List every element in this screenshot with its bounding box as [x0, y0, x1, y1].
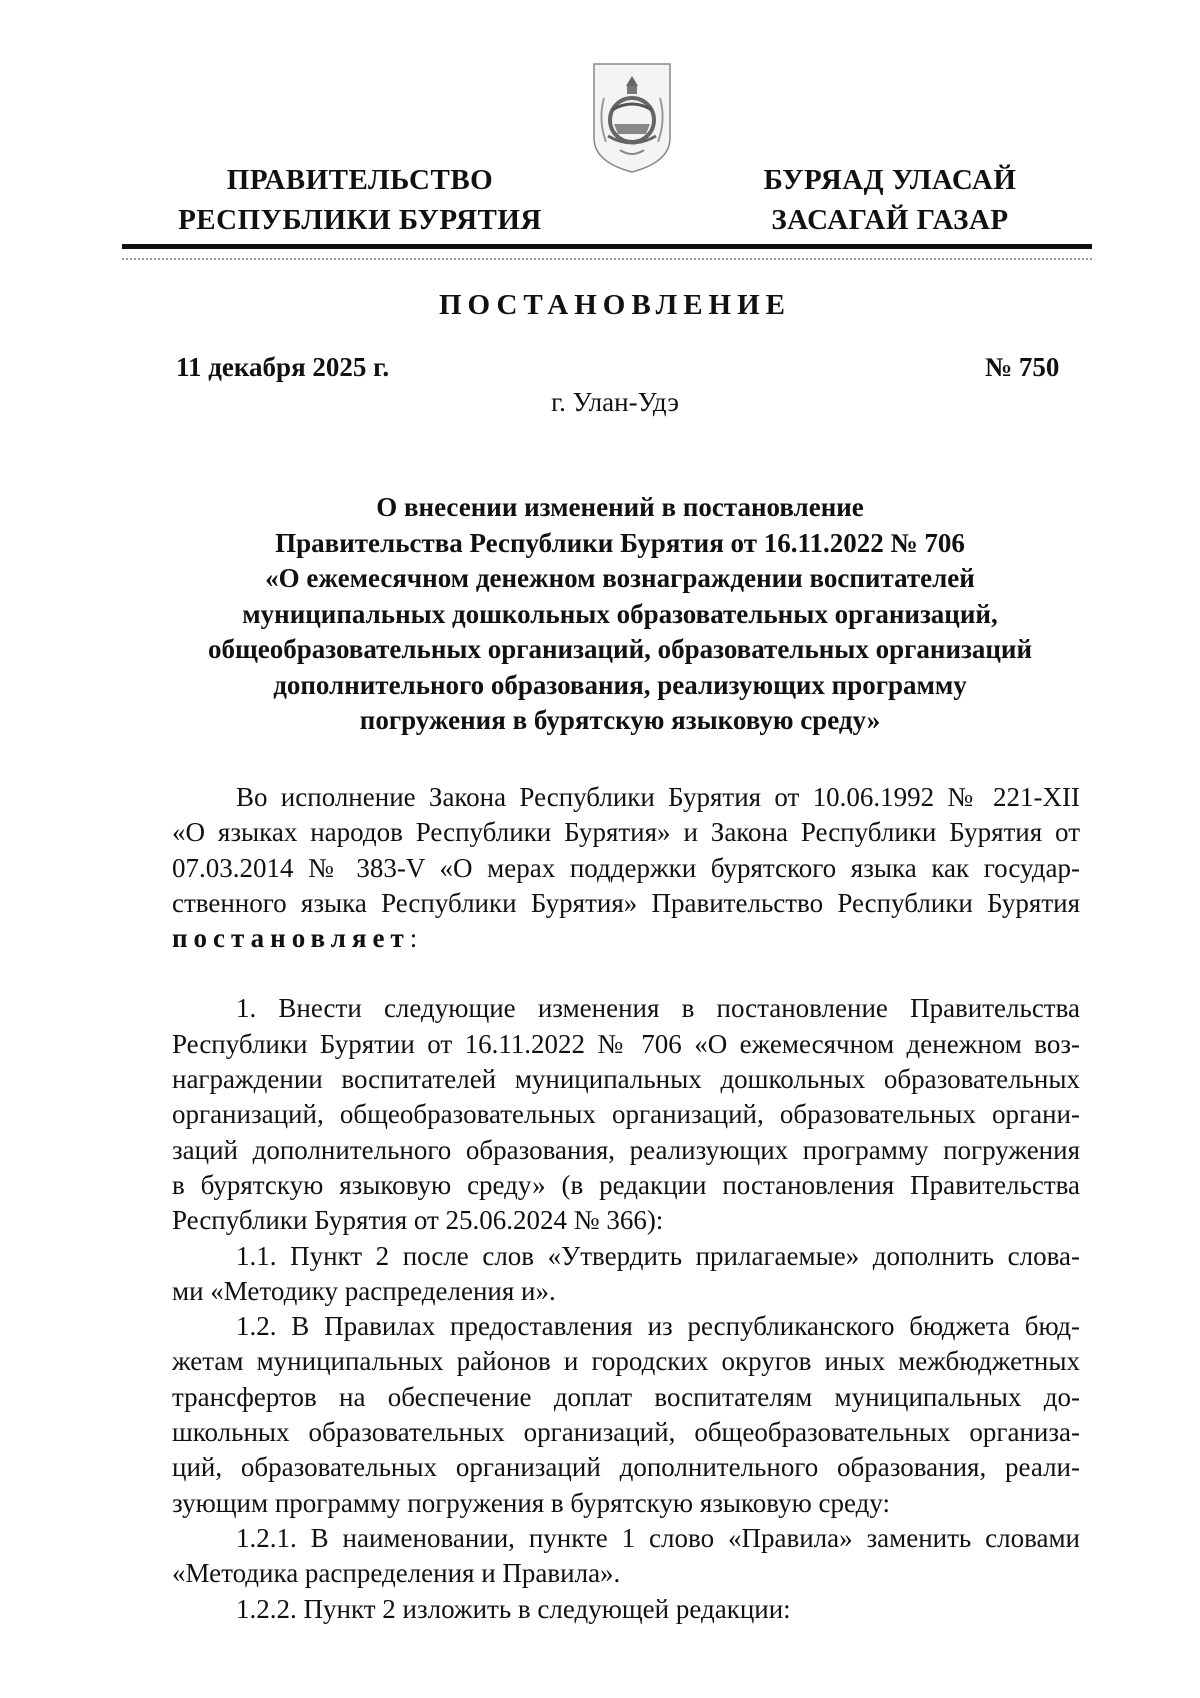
title-line: дополнительного образования, реализующих программу — [273, 669, 967, 700]
body-line: школьных образовательных организаций, общеобразовательных организа- — [172, 1417, 1080, 1448]
item-1-1-paragraph — [172, 1239, 1080, 1310]
title-line: Правительства Республики Бурятия от 16.11.2022 № 706 — [275, 527, 965, 558]
issuer-russian-line1: ПРАВИТЕЛЬСТВО — [226, 164, 494, 196]
body-line: 07.03.2014 № 383-V «О мерах поддержки бурятского языка как государ- — [172, 852, 1080, 883]
body-line: ций, образовательных организаций дополнительного образования, реали- — [172, 1452, 1080, 1483]
body-line: организаций, общеобразовательных организаций, образовательных органи- — [172, 1099, 1080, 1130]
document-number: № 750 — [985, 352, 1060, 382]
body-line: Республики Бурятия от 25.06.2024 № 366): — [172, 1205, 664, 1236]
document-body — [172, 780, 1080, 1627]
issuer-russian — [170, 160, 550, 240]
document-city: г. Улан-Удэ — [551, 387, 679, 417]
item-1-2-paragraph — [172, 1309, 1080, 1521]
issuer-buryat — [740, 160, 1040, 240]
body-line: ственного языка Республики Бурятия» Правительство Республики Бурятия — [172, 887, 1080, 918]
body-line: 1.2. В Правилах предоставления из республиканского бюджета бюд- — [236, 1311, 1080, 1342]
body-line: зующим программу погружения в бурятскую языковую среду: — [172, 1487, 891, 1518]
body-line: Во исполнение Закона Республики Бурятия от 10.06.1992 № 221-XII — [236, 782, 1080, 812]
item-1-2-2-paragraph — [172, 1592, 1080, 1627]
header-divider-thin — [122, 258, 1092, 260]
body-line: 1.2.1. В наименовании, пункте 1 слово «Правила» заменить словами — [236, 1522, 1080, 1553]
body-line: 1.1. Пункт 2 после слов «Утвердить прилагаемые» дополнить слова- — [236, 1240, 1080, 1271]
title-line: «О ежемесячном денежном вознаграждении воспитателей — [265, 563, 975, 593]
coat-of-arms-emblem — [590, 58, 674, 176]
document-type: ПОСТАНОВЛЕНИЕ — [438, 289, 791, 321]
body-line: заций дополнительного образования, реализующих программу погружения — [172, 1134, 1080, 1165]
issuer-russian-line2: РЕСПУБЛИКИ БУРЯТИЯ — [178, 204, 542, 236]
item-1-2-1-paragraph — [172, 1521, 1080, 1592]
body-line: «Методика распределения и Правила». — [172, 1558, 621, 1589]
title-line: муниципальных дошкольных образовательных организаций, — [242, 598, 998, 629]
body-line: Республики Бурятии от 16.11.2022 № 706 «О ежемесячном денежном воз- — [172, 1028, 1080, 1059]
decides-line — [172, 921, 1080, 956]
header-divider-thick — [122, 244, 1092, 249]
body-line: в бурятскую языковую среду» (в редакции постановления Правительства — [172, 1169, 1080, 1200]
document-title — [160, 490, 1080, 739]
decides-suffix: : — [409, 923, 418, 954]
issuer-buryat-line1: БУРЯАД УЛАСАЙ — [763, 164, 1017, 196]
title-line: О внесении изменений в постановление — [376, 492, 864, 522]
body-line: жетам муниципальных районов и городских округов иных межбюджетных — [172, 1346, 1080, 1377]
title-line: общеобразовательных организаций, образовательных организаций — [207, 634, 1033, 664]
document-date: 11 декабря 2025 г. — [176, 352, 390, 382]
body-line: ми «Методику распределения и». — [172, 1275, 556, 1306]
body-line: «О языках народов Республики Бурятия» и Закона Республики Бурятия от — [172, 817, 1080, 848]
title-line: погружения в бурятскую языковую среду» — [359, 705, 881, 735]
body-line: 1.2.2. Пункт 2 изложить в следующей редакции: — [236, 1593, 791, 1624]
body-line: 1. Внести следующие изменения в постановление Правительства — [236, 993, 1080, 1024]
issuer-buryat-line2: ЗАСАГАЙ ГАЗАР — [771, 204, 1009, 236]
item-1-paragraph — [172, 991, 1080, 1238]
body-line: трансфертов на обеспечение доплат воспитателям муниципальных до- — [172, 1381, 1080, 1412]
decides-word: постановляет — [172, 923, 410, 954]
preamble-paragraph — [172, 780, 1080, 956]
body-line: награждении воспитателей муниципальных дошкольных образовательных — [172, 1064, 1080, 1095]
